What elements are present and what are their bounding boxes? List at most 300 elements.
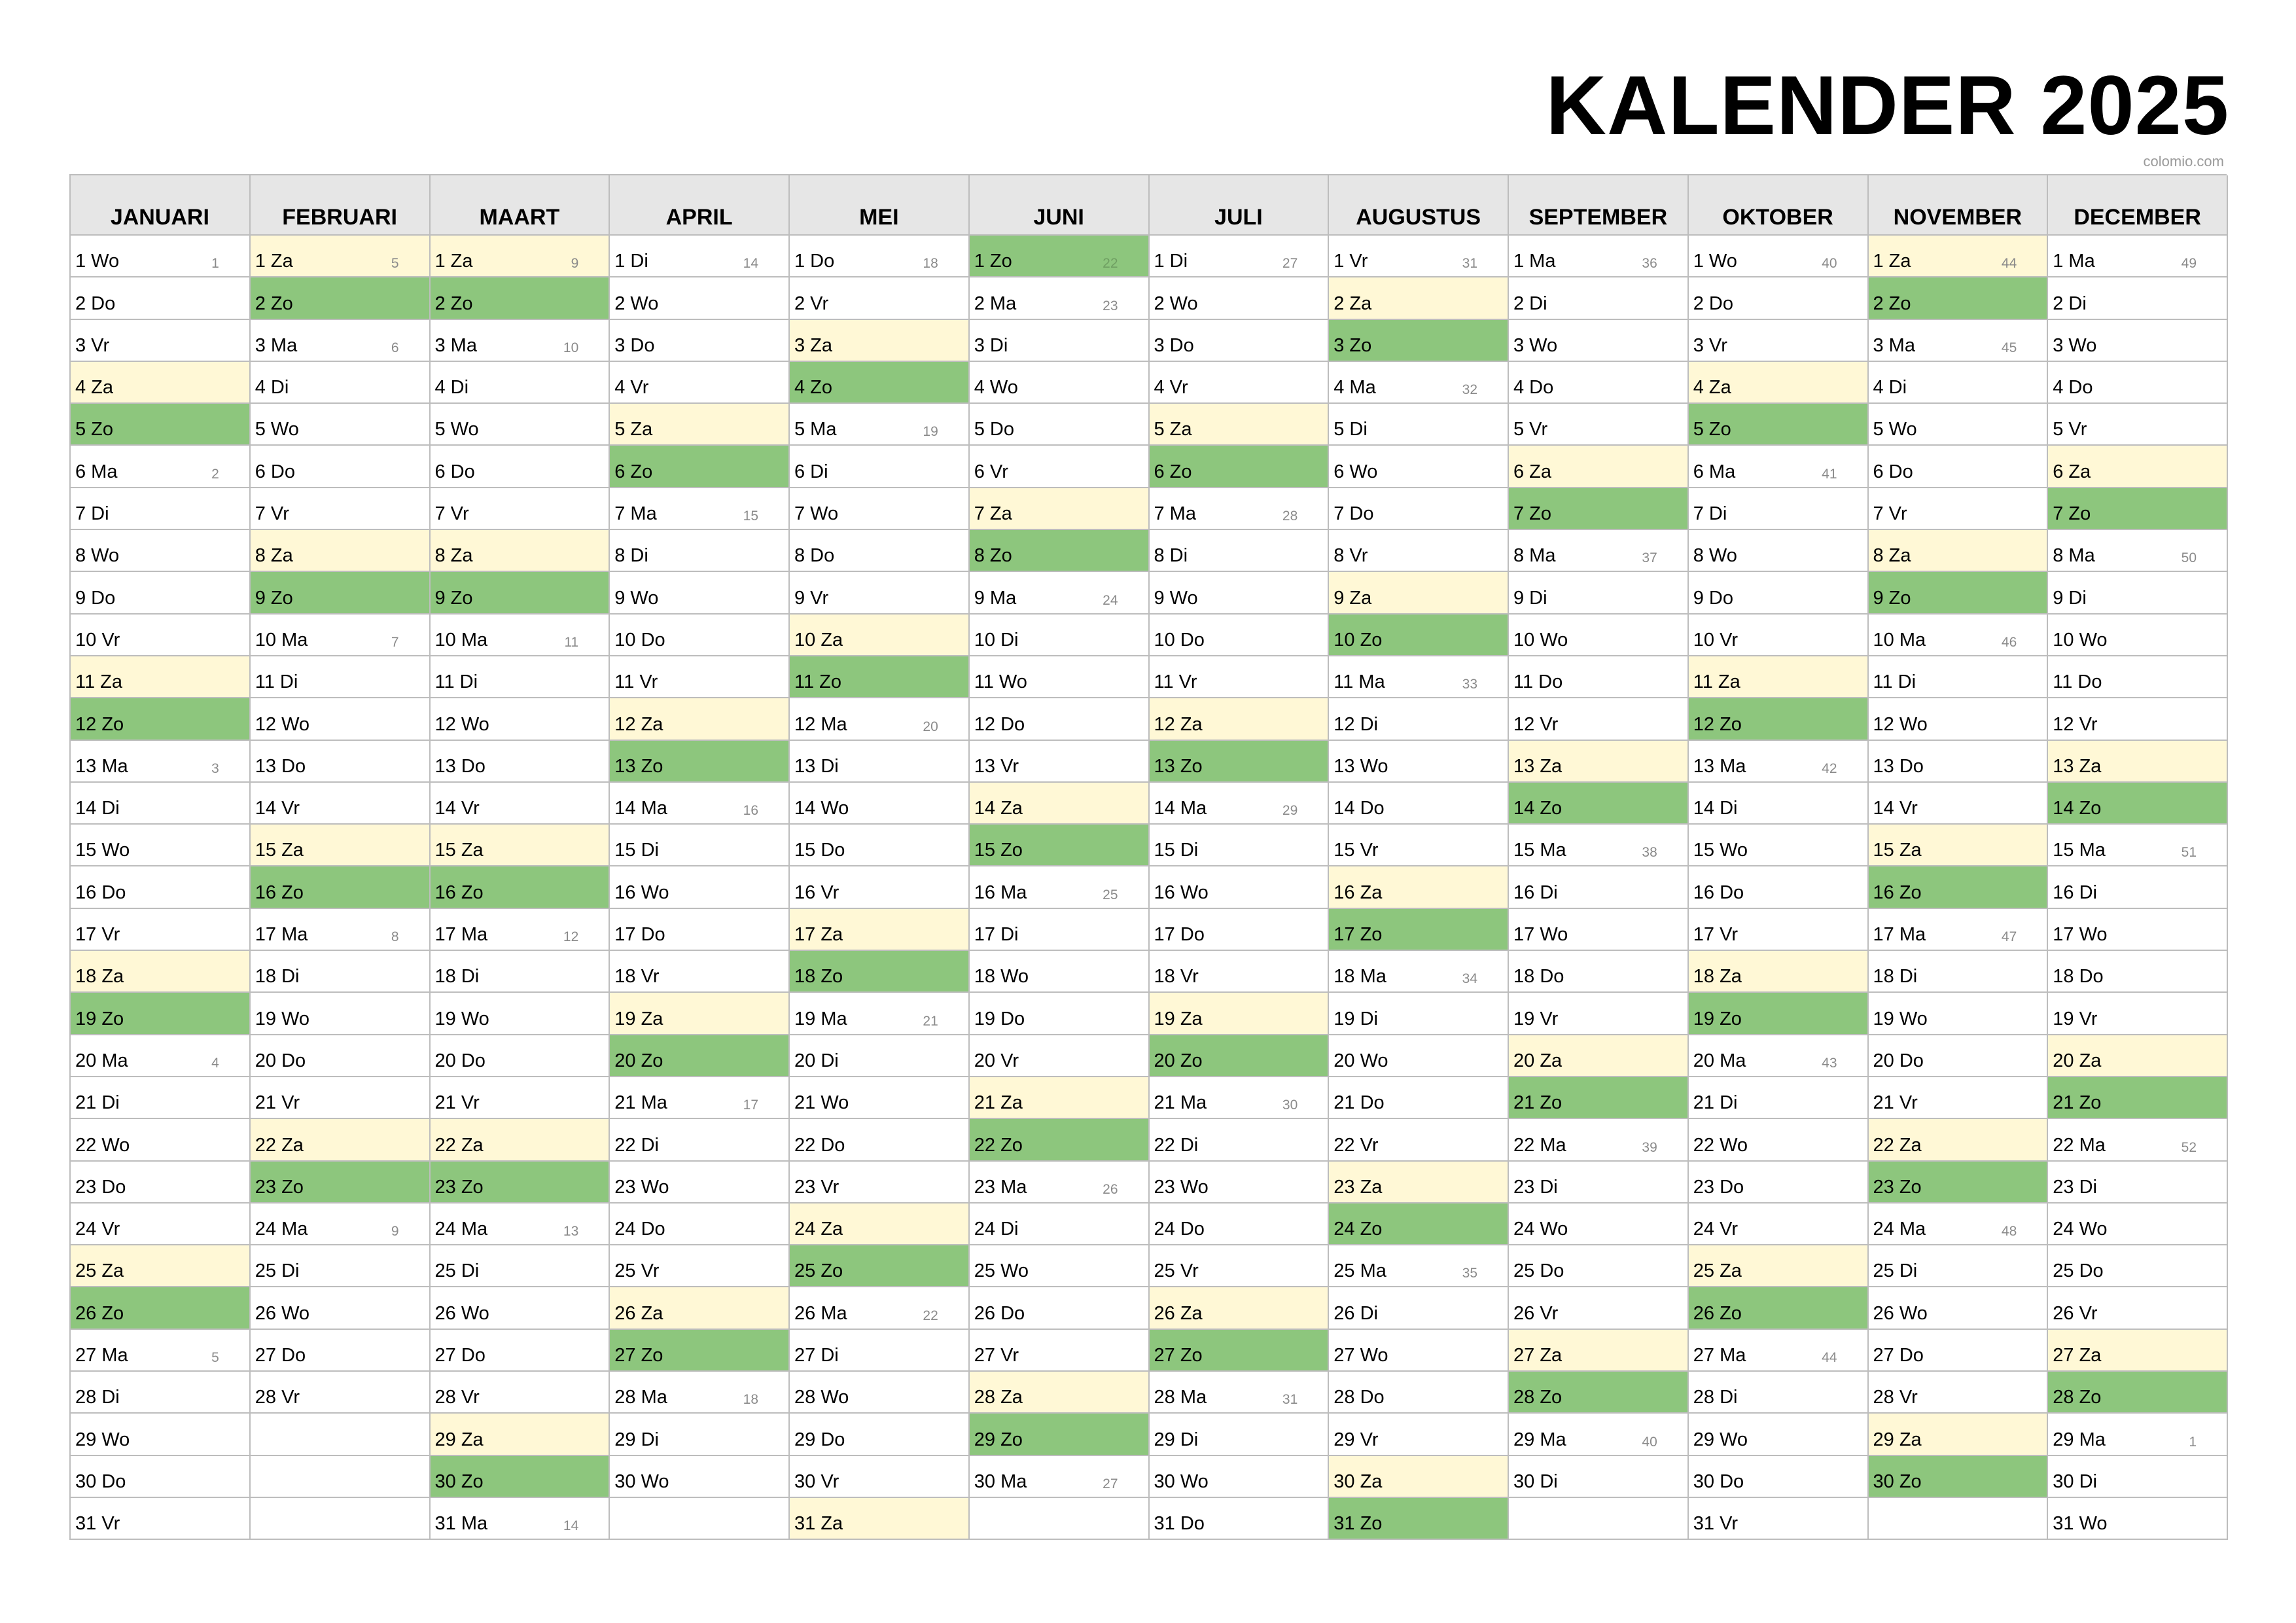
day-cell xyxy=(1689,1372,1869,1414)
day-cell xyxy=(1869,656,2049,698)
week-number: 40 xyxy=(1642,1434,1657,1450)
week-number: 1 xyxy=(2189,1434,2197,1450)
day-cell xyxy=(431,320,610,362)
day-label: 13 Do xyxy=(1873,755,1924,777)
day-cell xyxy=(790,446,970,488)
day-label: 25 Do xyxy=(2053,1260,2104,1282)
week-number: 42 xyxy=(1822,760,1837,776)
day-label: 13 Zo xyxy=(614,755,663,777)
day-cell xyxy=(1509,1162,1689,1204)
day-cell xyxy=(2048,1456,2228,1498)
week-number: 21 xyxy=(923,1013,938,1029)
day-label: 12 Za xyxy=(1154,713,1203,735)
day-label: 30 Do xyxy=(1693,1471,1744,1492)
day-cell xyxy=(1329,446,1509,488)
day-cell xyxy=(1509,741,1689,783)
day-label: 15 Wo xyxy=(1693,840,1748,861)
day-cell xyxy=(1869,320,2049,362)
day-cell xyxy=(2048,951,2228,993)
day-cell xyxy=(1869,1330,2049,1372)
day-label: 26 Wo xyxy=(434,1302,489,1324)
day-cell xyxy=(1869,488,2049,530)
watermark: colomio.com xyxy=(2143,153,2224,169)
day-label: 10 Wo xyxy=(2053,629,2108,651)
day-cell xyxy=(1150,1330,1330,1372)
day-cell xyxy=(251,783,431,825)
day-label: 17 Zo xyxy=(1333,924,1383,946)
day-label: 4 Ma xyxy=(1333,377,1376,399)
day-label: 26 Za xyxy=(1154,1302,1203,1324)
day-cell xyxy=(71,1414,251,1455)
week-number: 22 xyxy=(1103,256,1118,272)
day-cell xyxy=(1150,1287,1330,1329)
day-label: 14 Vr xyxy=(434,798,480,819)
day-cell xyxy=(970,1204,1150,1245)
day-label: 23 Za xyxy=(1333,1176,1383,1198)
day-label: 14 Ma xyxy=(614,798,667,819)
day-label: 10 Ma xyxy=(1873,629,1926,651)
day-label: 26 Zo xyxy=(1693,1302,1742,1324)
day-cell xyxy=(1150,320,1330,362)
calendar-grid xyxy=(69,174,2227,1540)
day-cell xyxy=(71,1287,251,1329)
day-label: 23 Vr xyxy=(794,1176,839,1198)
empty-cell xyxy=(970,1498,1150,1540)
day-cell xyxy=(610,1162,790,1204)
day-cell xyxy=(1689,1456,1869,1498)
day-cell xyxy=(610,866,790,908)
day-label: 4 Di xyxy=(434,377,469,399)
day-label: 29 Wo xyxy=(75,1429,130,1450)
day-cell xyxy=(1689,1204,1869,1245)
day-cell xyxy=(251,446,431,488)
day-cell xyxy=(1329,1204,1509,1245)
day-label: 11 Do xyxy=(1513,671,1563,693)
day-cell xyxy=(2048,783,2228,825)
month-column-september xyxy=(1509,175,1689,1540)
day-cell xyxy=(251,1077,431,1119)
day-label: 25 Vr xyxy=(614,1260,660,1282)
day-label: 13 Ma xyxy=(75,755,128,777)
day-label: 29 Vr xyxy=(1333,1429,1379,1450)
week-number: 9 xyxy=(571,256,579,272)
day-label: 26 Zo xyxy=(75,1302,124,1324)
day-label: 17 Do xyxy=(1154,924,1205,946)
week-number: 49 xyxy=(2181,256,2197,272)
day-label: 30 Zo xyxy=(434,1471,484,1492)
week-number: 18 xyxy=(743,1392,758,1408)
day-cell xyxy=(1329,951,1509,993)
day-label: 31 Vr xyxy=(1693,1513,1738,1535)
day-cell xyxy=(251,320,431,362)
day-label: 12 Do xyxy=(974,713,1025,735)
day-label: 16 Di xyxy=(2053,882,2097,903)
day-label: 24 Do xyxy=(614,1219,665,1240)
day-label: 19 Za xyxy=(1154,1008,1203,1029)
day-label: 22 Do xyxy=(794,1134,845,1156)
day-label: 21 Ma xyxy=(1154,1092,1207,1114)
day-cell xyxy=(2048,404,2228,446)
day-label: 4 Di xyxy=(255,377,289,399)
day-label: 6 Wo xyxy=(1333,461,1378,482)
day-label: 16 Do xyxy=(1693,882,1744,903)
day-label: 27 Do xyxy=(434,1345,486,1366)
day-cell xyxy=(1329,656,1509,698)
day-label: 30 Zo xyxy=(1873,1471,1922,1492)
day-label: 14 Zo xyxy=(2053,798,2102,819)
day-cell xyxy=(1509,1456,1689,1498)
day-label: 27 Zo xyxy=(1154,1345,1203,1366)
day-cell xyxy=(790,825,970,866)
week-number: 12 xyxy=(563,929,579,945)
day-cell xyxy=(970,1245,1150,1287)
day-cell xyxy=(1869,1162,2049,1204)
day-label: 6 Do xyxy=(255,461,296,482)
day-label: 8 Vr xyxy=(1333,545,1368,567)
day-cell xyxy=(1150,1204,1330,1245)
day-label: 2 Ma xyxy=(974,293,1017,314)
day-cell xyxy=(1329,1414,1509,1455)
day-cell xyxy=(2048,572,2228,614)
day-cell xyxy=(970,1372,1150,1414)
day-label: 25 Di xyxy=(255,1260,300,1282)
day-label: 7 Vr xyxy=(434,503,469,525)
month-header: APRIL xyxy=(610,175,790,236)
day-label: 8 Za xyxy=(255,545,293,567)
week-number: 52 xyxy=(2181,1139,2197,1155)
day-label: 6 Vr xyxy=(974,461,1008,482)
day-cell xyxy=(431,951,610,993)
day-cell xyxy=(251,1035,431,1077)
day-label: 1 Za xyxy=(255,251,293,272)
day-cell xyxy=(2048,1498,2228,1540)
day-label: 5 Ma xyxy=(794,419,837,440)
day-cell xyxy=(1509,615,1689,656)
day-cell xyxy=(1689,1035,1869,1077)
day-label: 15 Di xyxy=(1154,840,1199,861)
day-label: 16 Di xyxy=(1513,882,1558,903)
week-number: 34 xyxy=(1462,971,1477,987)
day-label: 8 Ma xyxy=(1513,545,1556,567)
day-label: 6 Zo xyxy=(1154,461,1192,482)
day-cell xyxy=(1150,866,1330,908)
day-label: 9 Di xyxy=(2053,587,2087,609)
day-label: 19 Vr xyxy=(1513,1008,1559,1029)
day-label: 15 Ma xyxy=(1513,840,1566,861)
day-cell xyxy=(1869,615,2049,656)
day-label: 13 Za xyxy=(1513,755,1563,777)
day-cell xyxy=(71,1498,251,1540)
day-label: 14 Di xyxy=(1693,798,1738,819)
month-column-november xyxy=(1869,175,2049,1540)
day-cell xyxy=(71,488,251,530)
day-label: 29 Di xyxy=(1154,1429,1199,1450)
day-label: 1 Wo xyxy=(75,251,120,272)
day-cell xyxy=(610,1035,790,1077)
day-label: 11 Zo xyxy=(794,671,842,693)
day-cell xyxy=(1869,446,2049,488)
day-label: 9 Wo xyxy=(614,587,659,609)
day-cell xyxy=(1329,1162,1509,1204)
day-cell xyxy=(610,993,790,1035)
day-cell xyxy=(1150,1456,1330,1498)
day-label: 29 Ma xyxy=(1513,1429,1566,1450)
day-cell xyxy=(2048,698,2228,740)
day-label: 9 Ma xyxy=(974,587,1017,609)
day-cell xyxy=(431,1330,610,1372)
day-label: 21 Vr xyxy=(1873,1092,1918,1114)
day-cell xyxy=(71,825,251,866)
day-cell xyxy=(1509,404,1689,446)
day-label: 17 Wo xyxy=(2053,924,2108,946)
day-cell xyxy=(970,1330,1150,1372)
day-label: 27 Ma xyxy=(75,1345,128,1366)
day-cell xyxy=(1150,572,1330,614)
day-cell xyxy=(251,1162,431,1204)
day-cell xyxy=(1509,993,1689,1035)
day-label: 9 Zo xyxy=(255,587,293,609)
day-cell xyxy=(2048,615,2228,656)
day-cell xyxy=(1150,825,1330,866)
day-label: 13 Do xyxy=(434,755,486,777)
day-cell xyxy=(71,656,251,698)
day-cell xyxy=(71,1119,251,1161)
day-label: 14 Di xyxy=(75,798,120,819)
day-label: 1 Za xyxy=(1873,251,1911,272)
day-label: 22 Za xyxy=(434,1134,484,1156)
day-cell xyxy=(1869,530,2049,572)
day-cell xyxy=(1329,488,1509,530)
day-cell xyxy=(71,909,251,951)
day-label: 10 Do xyxy=(614,629,665,651)
day-label: 20 Di xyxy=(794,1050,839,1071)
day-cell xyxy=(71,236,251,277)
day-label: 6 Di xyxy=(794,461,828,482)
week-number: 51 xyxy=(2181,845,2197,861)
week-number: 33 xyxy=(1462,677,1477,692)
day-cell xyxy=(2048,1414,2228,1455)
day-label: 11 Do xyxy=(2053,671,2102,693)
day-label: 21 Za xyxy=(974,1092,1023,1114)
day-label: 9 Zo xyxy=(434,587,473,609)
month-column-april xyxy=(610,175,790,1540)
day-label: 17 Ma xyxy=(434,924,488,946)
day-cell xyxy=(1329,1077,1509,1119)
day-label: 17 Ma xyxy=(255,924,308,946)
day-label: 31 Zo xyxy=(1333,1513,1383,1535)
day-label: 11 Wo xyxy=(974,671,1027,693)
day-cell xyxy=(610,909,790,951)
day-label: 12 Vr xyxy=(2053,713,2098,735)
day-cell xyxy=(790,1035,970,1077)
day-cell xyxy=(1689,572,1869,614)
day-label: 19 Wo xyxy=(255,1008,310,1029)
week-number: 2 xyxy=(211,466,219,482)
day-cell xyxy=(431,698,610,740)
day-label: 4 Di xyxy=(1873,377,1907,399)
day-label: 7 Ma xyxy=(614,503,657,525)
day-cell xyxy=(1509,362,1689,404)
week-number: 20 xyxy=(923,719,938,734)
day-cell xyxy=(1689,825,1869,866)
day-label: 22 Wo xyxy=(75,1134,130,1156)
day-cell xyxy=(431,1119,610,1161)
day-label: 31 Vr xyxy=(75,1513,120,1535)
day-cell xyxy=(790,1204,970,1245)
day-label: 29 Di xyxy=(614,1429,659,1450)
day-cell xyxy=(790,866,970,908)
day-cell xyxy=(1509,909,1689,951)
day-label: 27 Vr xyxy=(974,1345,1019,1366)
day-cell xyxy=(2048,1204,2228,1245)
day-cell xyxy=(1509,236,1689,277)
day-label: 24 Zo xyxy=(1333,1219,1383,1240)
week-number: 36 xyxy=(1642,256,1657,272)
day-cell xyxy=(1329,362,1509,404)
day-label: 19 Vr xyxy=(2053,1008,2098,1029)
week-number: 26 xyxy=(1103,1181,1118,1197)
day-cell xyxy=(251,909,431,951)
day-label: 21 Vr xyxy=(255,1092,300,1114)
day-cell xyxy=(610,698,790,740)
day-label: 16 Wo xyxy=(1154,882,1209,903)
day-label: 27 Ma xyxy=(1693,1345,1746,1366)
day-cell xyxy=(970,530,1150,572)
day-label: 10 Za xyxy=(794,629,843,651)
day-cell xyxy=(790,530,970,572)
day-cell xyxy=(970,1162,1150,1204)
day-label: 3 Di xyxy=(974,334,1008,356)
day-label: 10 Ma xyxy=(255,629,308,651)
day-label: 29 Ma xyxy=(2053,1429,2106,1450)
day-label: 16 Zo xyxy=(1873,882,1922,903)
day-label: 23 Wo xyxy=(614,1176,669,1198)
day-label: 3 Vr xyxy=(1693,334,1727,356)
week-number: 35 xyxy=(1462,1266,1477,1281)
day-label: 25 Di xyxy=(434,1260,480,1282)
day-cell xyxy=(790,1330,970,1372)
day-label: 28 Vr xyxy=(255,1387,300,1408)
day-label: 4 Zo xyxy=(794,377,833,399)
day-cell xyxy=(71,530,251,572)
day-label: 8 Wo xyxy=(75,545,120,567)
month-column-december xyxy=(2048,175,2228,1540)
day-label: 29 Za xyxy=(1873,1429,1922,1450)
day-label: 15 Vr xyxy=(1333,840,1379,861)
day-cell xyxy=(1869,236,2049,277)
week-number: 28 xyxy=(1282,508,1298,524)
day-label: 15 Ma xyxy=(2053,840,2106,861)
day-label: 21 Di xyxy=(1693,1092,1738,1114)
day-cell xyxy=(1869,783,2049,825)
day-label: 2 Zo xyxy=(1873,293,1911,314)
day-cell xyxy=(1689,488,1869,530)
day-label: 27 Do xyxy=(1873,1345,1924,1366)
day-label: 31 Wo xyxy=(2053,1513,2108,1535)
day-cell xyxy=(2048,1372,2228,1414)
day-label: 5 Wo xyxy=(255,419,299,440)
day-cell xyxy=(251,572,431,614)
month-column-februari xyxy=(251,175,431,1540)
day-cell xyxy=(1869,1245,2049,1287)
day-label: 3 Za xyxy=(794,334,833,356)
day-label: 25 Za xyxy=(75,1260,124,1282)
week-number: 45 xyxy=(2001,340,2017,355)
day-cell xyxy=(2048,320,2228,362)
day-cell xyxy=(790,362,970,404)
day-label: 11 Vr xyxy=(1154,671,1197,693)
day-label: 11 Za xyxy=(75,671,123,693)
day-cell xyxy=(1689,909,1869,951)
day-label: 25 Do xyxy=(1513,1260,1564,1282)
month-header: JULI xyxy=(1150,175,1330,236)
day-cell xyxy=(431,446,610,488)
day-label: 26 Vr xyxy=(2053,1302,2098,1324)
day-label: 31 Do xyxy=(1154,1513,1205,1535)
day-label: 8 Di xyxy=(614,545,648,567)
day-cell xyxy=(2048,236,2228,277)
day-cell xyxy=(1509,1372,1689,1414)
day-cell xyxy=(251,656,431,698)
day-cell xyxy=(2048,1119,2228,1161)
day-label: 9 Wo xyxy=(1154,587,1198,609)
day-cell xyxy=(1689,1498,1869,1540)
day-cell xyxy=(970,404,1150,446)
day-label: 5 Wo xyxy=(434,419,479,440)
month-header: MEI xyxy=(790,175,970,236)
day-cell xyxy=(1509,1414,1689,1455)
day-label: 5 Zo xyxy=(1693,419,1731,440)
day-cell xyxy=(2048,741,2228,783)
day-cell xyxy=(1150,277,1330,319)
day-label: 2 Do xyxy=(75,293,116,314)
day-cell xyxy=(1509,951,1689,993)
month-column-oktober xyxy=(1689,175,1869,1540)
day-cell xyxy=(970,1414,1150,1455)
day-cell xyxy=(610,572,790,614)
day-cell xyxy=(1150,1372,1330,1414)
day-label: 21 Di xyxy=(75,1092,120,1114)
day-cell xyxy=(1509,1119,1689,1161)
month-column-augustus xyxy=(1329,175,1509,1540)
day-cell xyxy=(251,698,431,740)
day-label: 21 Ma xyxy=(614,1092,667,1114)
day-label: 3 Ma xyxy=(255,334,298,356)
day-label: 12 Zo xyxy=(75,713,124,735)
day-label: 13 Wo xyxy=(1333,755,1388,777)
week-number: 5 xyxy=(391,256,399,272)
day-label: 4 Do xyxy=(2053,377,2093,399)
day-cell xyxy=(1869,1372,2049,1414)
day-label: 3 Ma xyxy=(434,334,477,356)
day-label: 8 Za xyxy=(434,545,473,567)
day-label: 27 Do xyxy=(255,1345,306,1366)
day-cell xyxy=(71,741,251,783)
day-label: 24 Za xyxy=(794,1219,843,1240)
day-label: 9 Do xyxy=(1693,587,1734,609)
week-number: 7 xyxy=(391,634,399,650)
day-label: 16 Za xyxy=(1333,882,1383,903)
day-label: 28 Vr xyxy=(434,1387,480,1408)
day-label: 13 Di xyxy=(794,755,839,777)
day-label: 28 Ma xyxy=(1154,1387,1207,1408)
day-cell xyxy=(1150,446,1330,488)
week-number: 43 xyxy=(1822,1055,1837,1071)
day-cell xyxy=(251,488,431,530)
day-cell xyxy=(970,488,1150,530)
day-cell xyxy=(1689,1414,1869,1455)
day-label: 12 Wo xyxy=(255,713,310,735)
